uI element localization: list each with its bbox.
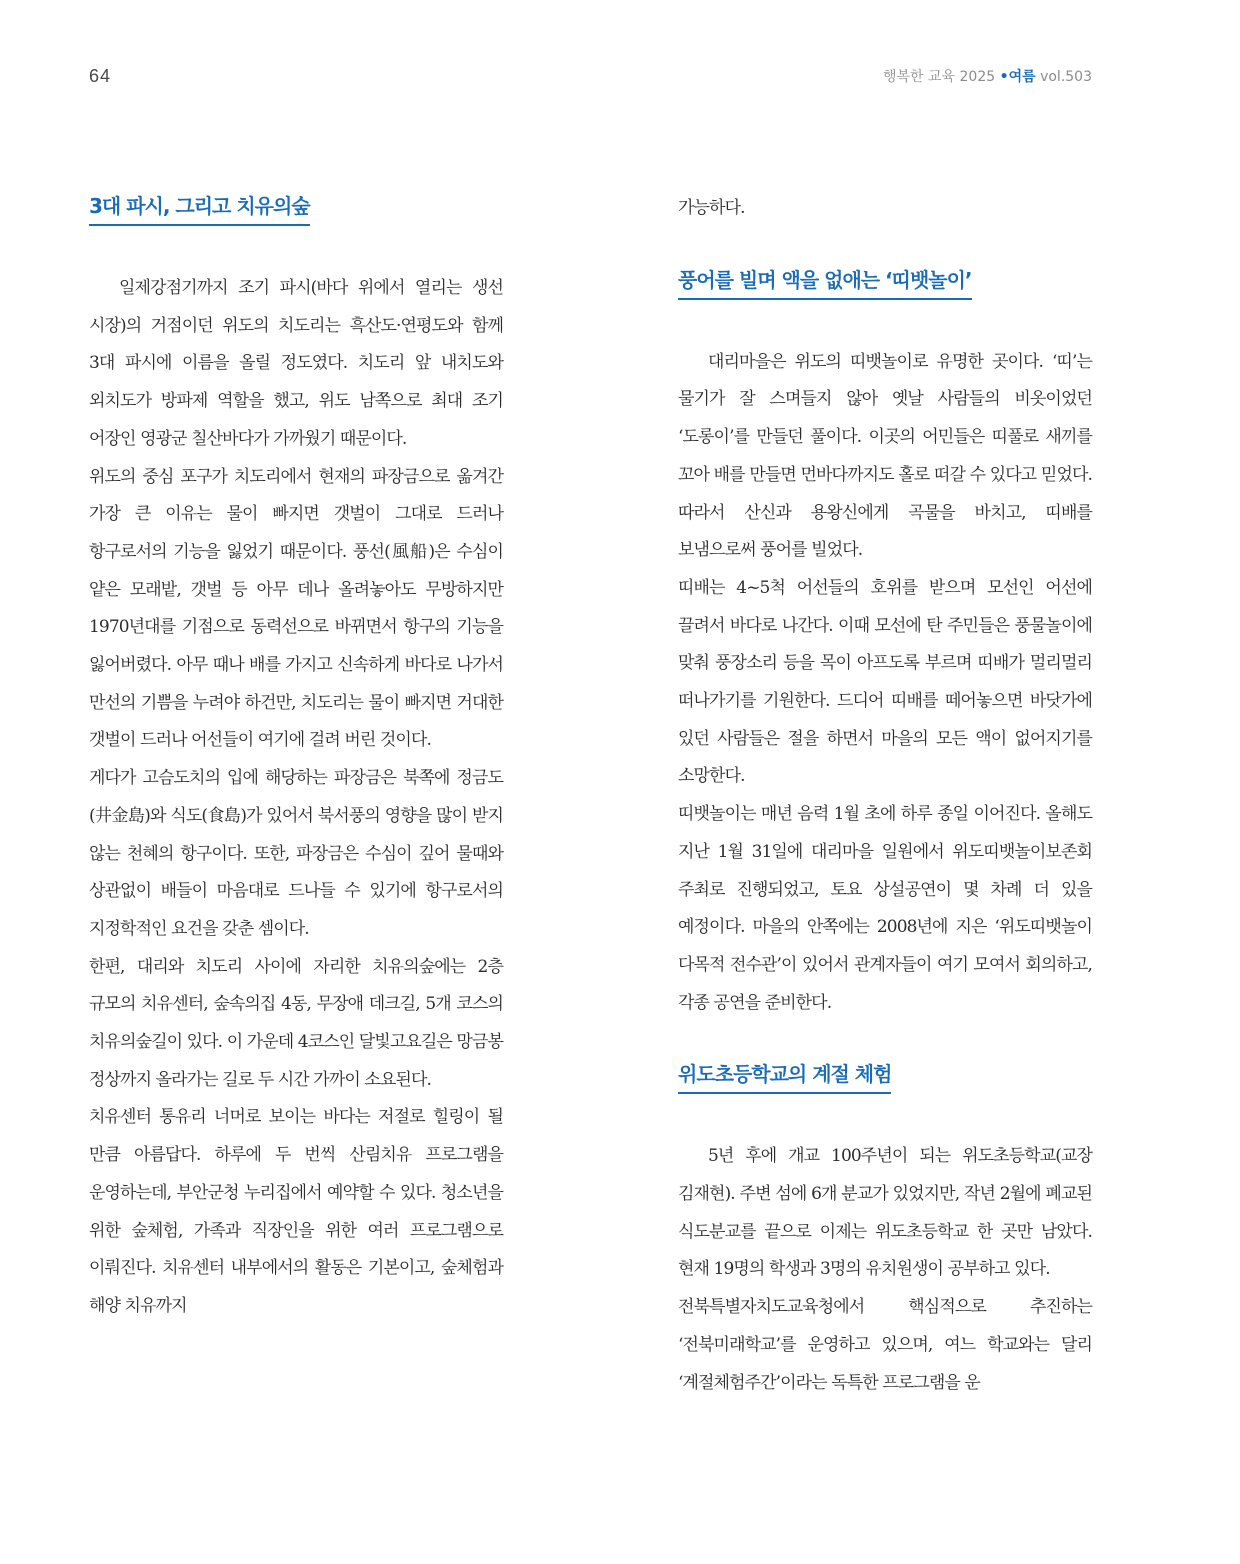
continuation-text: 가능하다.	[678, 198, 745, 218]
body-paragraph: 전북특별자치도교육청에서 핵심적으로 추진하는 ‘전북미래학교’를 운영하고 있으며, 여느 학교와는 달리 ‘계절체험주간’이라는 독특한 프로그램을 운	[678, 1297, 1092, 1393]
body-paragraph: 대리마을은 위도의 띠뱃놀이로 유명한 곳이다. ‘띠’는 물기가 잘 스며들지 않아 옛날 사람들의 비옷이었던 ‘도롱이’를 만들던 풀이다. 이곳의 어민들은 띠풀로 새끼를 꼬아 배를 만들면 먼바다까지도 홀로 떠갈 수 있다고 믿었다. 따라서 산신과 용왕신에게 곡물을 바치고, 띠배를 보냄으로써 풍어를 빌었다.	[678, 351, 1092, 561]
body-paragraph: 일제강점기까지 조기 파시(바다 위에서 열리는 생선 시장)의 거점이던 위도의 치도리는 흑산도·연평도와 함께 3대 파시에 이름을 올릴 정도였다. 치도리 앞 내치도와 외치도가 방파제 역할을 했고, 위도 남쪽으로 최대 조기 어장인 영광군 칠산바다가 가까웠기 때문이다.	[89, 278, 503, 449]
body-paragraph: 치유센터 통유리 너머로 보이는 바다는 저절로 힐링이 될 만큼 아름답다. 하루에 두 번씩 산림치유 프로그램을 운영하는데, 부안군청 누리집에서 예약할 수 있다. 청소년을 위한 숲체험, 가족과 직장인을 위한 여러 프로그램으로 이뤄진다. 치유센터 내부에서의 활동은 기본이고, 숲체험과 해양 치유까지	[89, 1107, 503, 1316]
page-number: 64	[89, 66, 112, 86]
body-paragraph: 한편, 대리와 치도리 사이에 자리한 치유의숲에는 2층 규모의 치유센터, 숲속의집 4동, 무장애 데크길, 5개 코스의 치유의숲길이 있다. 이 가운데 4코스인 달빛고요길은 망금봉 정상까지 올라가는 길로 두 시간 가까이 소요된다.	[89, 956, 503, 1090]
body-paragraph: 5년 후에 개교 100주년이 되는 위도초등학교(교장 김재현). 주변 섬에 6개 분교가 있었지만, 작년 2월에 폐교된 식도분교를 끝으로 이제는 위도초등학교 한 곳만 남았다. 현재 19명의 학생과 3명의 유치원생이 공부하고 있다.	[678, 1146, 1092, 1280]
season-label: 여름	[1008, 69, 1036, 85]
spacer	[678, 1094, 1092, 1138]
volume-number: vol.503	[1040, 69, 1092, 85]
section-heading-school: 위도초등학교의 계절 체험	[678, 1058, 891, 1094]
season-dot: •	[999, 69, 1009, 85]
body-paragraph: 게다가 고슴도치의 입에 해당하는 파장금은 북쪽에 정금도(井金島)와 식도(食島)가 있어서 북서풍의 영향을 많이 받지 않는 천혜의 항구이다. 또한, 파장금은 수심이 깊어 물때와 상관없이 배들이 마음대로 드나들 수 있기에 항구로서의 지정학적인 요건을 갖춘 셈이다.	[89, 768, 503, 939]
body-paragraph: 위도의 중심 포구가 치도리에서 현재의 파장금으로 옮겨간 가장 큰 이유는 물이 빠지면 갯벌이 그대로 드러나 항구로서의 기능을 잃었기 때문이다. 풍선(風船)은 수심이 얕은 모래밭, 갯벌 등 아무 데나 올려놓아도 무방하지만 1970년대를 기점으로 동력선으로 바뀌면서 항구의 기능을 잃어버렸다. 아무 때나 배를 가지고 신속하게 바다로 나가서 만선의 기쁨을 누려야 하건만, 치도리는 물이 빠지면 거대한 갯벌이 드러나 어선들이 여기에 걸려 버린 것이다.	[89, 466, 503, 751]
spacer	[678, 300, 1092, 344]
magazine-title: 행복한 교육 2025	[883, 69, 996, 85]
body-paragraph: 띠뱃놀이는 매년 음력 1월 초에 하루 종일 이어진다. 올해도 지난 1월 31일에 대리마을 일원에서 위도띠뱃놀이보존회 주최로 진행되었고, 토요 상설공연이 몇 차례 더 있을 예정이다. 마을의 안쪽에는 2008년에 지은 ‘위도띠뱃놀이 다목적 전수관’이 있어서 관계자들이 여기 모여서 회의하고, 각종 공연을 준비한다.	[678, 804, 1092, 1013]
body-paragraph: 띠배는 4~5척 어선들의 호위를 받으며 모선인 어선에 끌려서 바다로 나간다. 이때 모선에 탄 주민들은 풍물놀이에 맞춰 풍장소리 등을 목이 아프도록 부르며 띠배가 멀리멀리 떠나가기를 기원한다. 드디어 띠배를 떼어놓으면 바닷가에 있던 사람들은 절을 하면서 마을의 모든 액이 없어지기를 소망한다.	[678, 577, 1092, 787]
spacer	[89, 226, 503, 270]
section-heading-ttibaet: 풍어를 빌며 액을 없애는 ‘띠뱃놀이’	[678, 264, 972, 300]
spacer	[678, 228, 1092, 264]
running-header	[883, 66, 1092, 86]
spacer	[678, 1022, 1092, 1058]
section-heading-pasi: 3대 파시, 그리고 치유의숲	[89, 190, 310, 226]
left-column	[89, 190, 503, 1326]
right-column	[678, 190, 1092, 1402]
